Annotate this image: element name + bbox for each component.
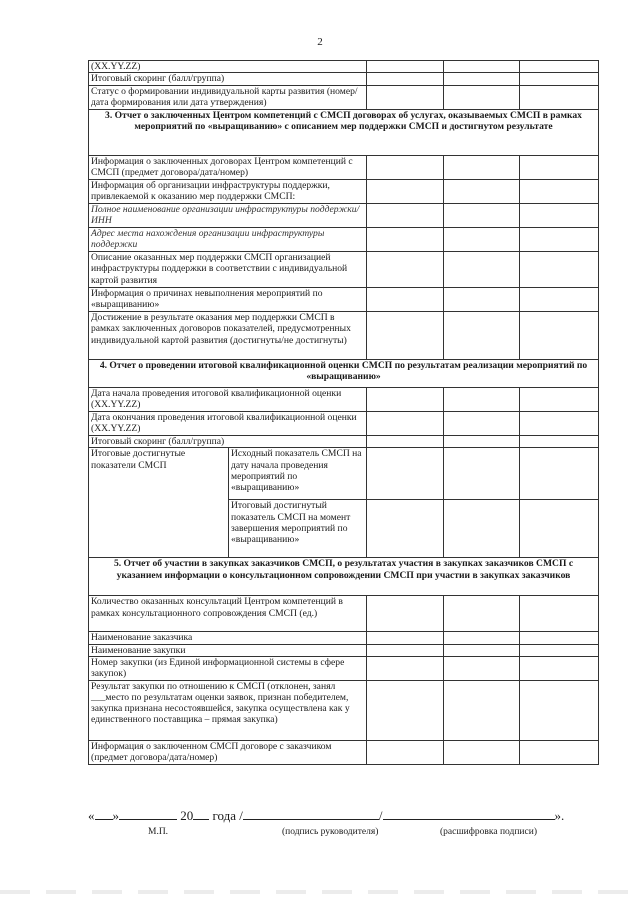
value-cell[interactable] <box>520 156 599 180</box>
value-cell[interactable] <box>520 312 599 360</box>
value-cell[interactable] <box>520 61 599 73</box>
sub-row-label: Исходный показатель СМСП на дату начала проведения мероприятий по «выращиванию» <box>229 448 367 500</box>
slash: / <box>378 808 383 823</box>
row-label: Дата окончания проведения итоговой квалификационной оценки (XX.YY.ZZ) <box>89 412 367 436</box>
value-cell[interactable] <box>367 73 444 86</box>
row-label: Статус о формировании индивидуальной карты развития (номер/дата формирования или дата утверждения) <box>89 86 367 110</box>
row-label-italic: Полное наименование организации инфраструктуры поддержки/ИНН <box>89 204 367 228</box>
sub-row-label: Итоговый достигнутый показатель СМСП на момент завершения мероприятий по «выращиванию» <box>229 500 367 558</box>
value-cell[interactable] <box>520 644 599 656</box>
value-cell[interactable] <box>444 156 520 180</box>
value-cell[interactable] <box>520 596 599 632</box>
signature-line <box>88 807 564 824</box>
row-label: Номер закупки (из Единой информационной системы в сфере закупок) <box>89 656 367 680</box>
value-cell[interactable] <box>520 740 599 764</box>
section-header <box>89 110 599 156</box>
value-cell[interactable] <box>367 204 444 228</box>
decode-caption: (расшифровка подписи) <box>440 827 537 837</box>
table-row <box>89 61 599 73</box>
value-cell[interactable] <box>520 632 599 644</box>
value-cell[interactable] <box>520 204 599 228</box>
table-row <box>89 388 599 412</box>
value-cell[interactable] <box>367 288 444 312</box>
value-cell[interactable] <box>367 252 444 288</box>
value-cell[interactable] <box>444 204 520 228</box>
value-cell[interactable] <box>367 596 444 632</box>
table-row <box>89 448 599 500</box>
row-label: Информация о заключенных договорах Центром компетенций с СМСП (предмет договора/дата/номер) <box>89 156 367 180</box>
value-cell[interactable] <box>444 596 520 632</box>
value-cell[interactable] <box>444 436 520 448</box>
table-row <box>89 180 599 204</box>
row-label: Информация о причинах невыполнения мероприятий по «выращиванию» <box>89 288 367 312</box>
value-cell[interactable] <box>444 312 520 360</box>
row-label: Наименование заказчика <box>89 632 367 644</box>
row-label: Итоговый скоринг (балл/группа) <box>89 73 367 86</box>
signature-field[interactable] <box>243 807 379 820</box>
value-cell[interactable] <box>520 388 599 412</box>
row-label-italic: Адрес места нахождения организации инфраструктуры поддержки <box>89 228 367 252</box>
value-cell[interactable] <box>520 288 599 312</box>
row-label: Наименование закупки <box>89 644 367 656</box>
value-cell[interactable] <box>367 180 444 204</box>
value-cell[interactable] <box>444 500 520 558</box>
row-label: Информация об организации инфраструктуры поддержки, привлекаемой к оказанию мер поддержки СМСП: <box>89 180 367 204</box>
value-cell[interactable] <box>444 680 520 740</box>
day-field[interactable] <box>95 807 113 820</box>
value-cell[interactable] <box>444 86 520 110</box>
value-cell[interactable] <box>444 61 520 73</box>
section-5-title: 5. Отчет об участии в закупках заказчиков СМСП, о результатах участия в закупках заказчиков СМСП с указанием информации о консультационном сопровождении СМСП при участии в закупках заказчиков <box>89 558 599 596</box>
value-cell[interactable] <box>367 388 444 412</box>
scan-artifact <box>0 890 640 894</box>
value-cell[interactable] <box>367 632 444 644</box>
value-cell[interactable] <box>444 180 520 204</box>
value-cell[interactable] <box>444 228 520 252</box>
value-cell[interactable] <box>367 156 444 180</box>
value-cell[interactable] <box>520 448 599 500</box>
year-prefix: 20 <box>180 808 194 823</box>
value-cell[interactable] <box>444 73 520 86</box>
row-label: Итоговый скоринг (балл/группа) <box>89 436 367 448</box>
quote-open: « <box>88 808 95 823</box>
table-row <box>89 156 599 180</box>
value-cell[interactable] <box>444 388 520 412</box>
table-row <box>89 312 599 360</box>
table-row <box>89 288 599 312</box>
value-cell[interactable] <box>520 412 599 436</box>
value-cell[interactable] <box>520 680 599 740</box>
row-label: Результат закупки по отношению к СМСП (отклонен, занял ___место по результатам оценки заявок, признан победителем, закупка признана несостоявшейся, закупка осуществлена как у единственного поставщика – прямая закупка) <box>89 680 367 740</box>
table-row <box>89 436 599 448</box>
value-cell[interactable] <box>520 228 599 252</box>
value-cell[interactable] <box>444 632 520 644</box>
sign-caption: (подпись руководителя) <box>282 827 379 837</box>
decode-field[interactable] <box>383 807 555 820</box>
value-cell[interactable] <box>367 448 444 500</box>
page-number: 2 <box>317 36 323 48</box>
section-header <box>89 360 599 388</box>
section-3-title: 3. Отчет о заключенных Центром компетенций с СМСП договорах об услугах, оказываемых СМСП в рамках мероприятий по «выращиванию» с описанием мер поддержки СМСП и достигнутом результате <box>89 110 599 156</box>
row-label: Дата начала проведения итоговой квалификационной оценки (XX.YY.ZZ) <box>89 388 367 412</box>
value-cell[interactable] <box>367 412 444 436</box>
value-cell[interactable] <box>367 436 444 448</box>
year-suffix: года / <box>212 808 243 823</box>
value-cell[interactable] <box>520 86 599 110</box>
signature-block <box>88 807 608 847</box>
report-form-table <box>88 60 599 765</box>
value-cell[interactable] <box>367 656 444 680</box>
value-cell[interactable] <box>520 500 599 558</box>
table-row <box>89 740 599 764</box>
value-cell[interactable] <box>520 73 599 86</box>
mp-caption: М.П. <box>148 827 169 837</box>
value-cell[interactable] <box>444 288 520 312</box>
quote-end: ». <box>554 808 565 823</box>
year-field[interactable] <box>193 807 209 820</box>
row-label: Описание оказанных мер поддержки СМСП организацией инфраструктуры поддержки в соответствии с индивидуальной картой развития <box>89 252 367 288</box>
value-cell[interactable] <box>367 740 444 764</box>
table-row <box>89 86 599 110</box>
value-cell[interactable] <box>367 228 444 252</box>
value-cell[interactable] <box>444 656 520 680</box>
row-label: Информация о заключенном СМСП договоре с заказчиком (предмет договора/дата/номер) <box>89 740 367 764</box>
value-cell[interactable] <box>520 180 599 204</box>
month-field[interactable] <box>119 807 177 820</box>
value-cell[interactable] <box>444 448 520 500</box>
table-row <box>89 252 599 288</box>
quote-mid: » <box>112 808 119 823</box>
value-cell[interactable] <box>367 61 444 73</box>
row-label: (XX.YY.ZZ) <box>89 61 367 73</box>
value-cell[interactable] <box>367 500 444 558</box>
value-cell[interactable] <box>444 644 520 656</box>
table-row <box>89 644 599 656</box>
table-row <box>89 680 599 740</box>
table-row <box>89 73 599 86</box>
value-cell[interactable] <box>367 644 444 656</box>
section-4-title: 4. Отчет о проведении итоговой квалификационной оценки СМСП по результатам реализации мероприятий по «выращиванию» <box>89 360 599 388</box>
row-label: Количество оказанных консультаций Центром компетенций в рамках консультационного сопровождения СМСП (ед.) <box>89 596 367 632</box>
value-cell[interactable] <box>367 86 444 110</box>
table-row <box>89 596 599 632</box>
table-row <box>89 632 599 644</box>
value-cell[interactable] <box>367 312 444 360</box>
value-cell[interactable] <box>520 656 599 680</box>
table-row <box>89 412 599 436</box>
value-cell[interactable] <box>520 252 599 288</box>
row-label: Достижение в результате оказания мер поддержки СМСП в рамках заключенных договоров показателей, предусмотренных индивидуальной картой развития (достигнуты/не достигнуты) <box>89 312 367 360</box>
value-cell[interactable] <box>444 740 520 764</box>
section-header <box>89 558 599 596</box>
value-cell[interactable] <box>444 252 520 288</box>
value-cell[interactable] <box>520 436 599 448</box>
indicators-label: Итоговые достигнутые показатели СМСП <box>89 448 229 558</box>
table-row <box>89 204 599 228</box>
table-row <box>89 656 599 680</box>
table-row <box>89 228 599 252</box>
value-cell[interactable] <box>444 412 520 436</box>
value-cell[interactable] <box>367 680 444 740</box>
